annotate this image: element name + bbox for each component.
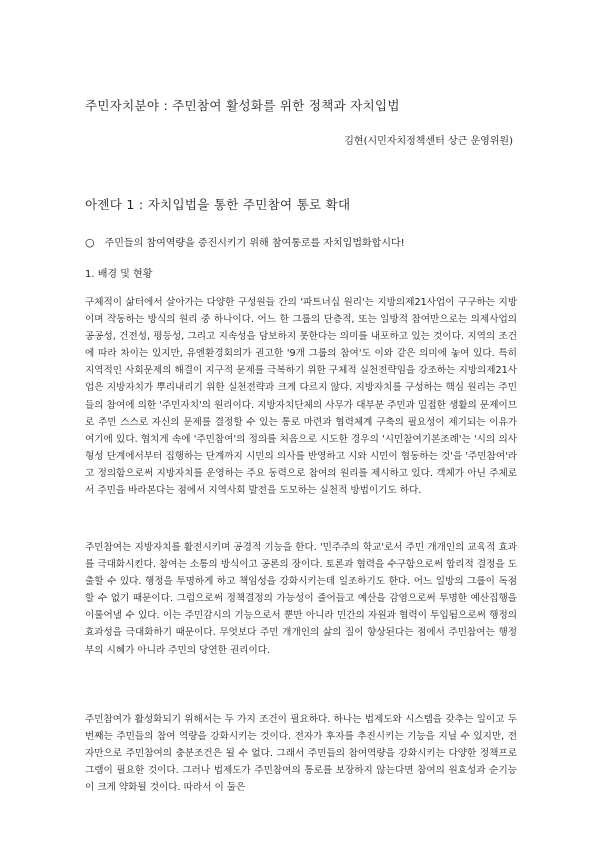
paragraph-3: 주민참여가 활성화되기 위해서는 두 가지 조건이 필요하다. 하나는 법제도와 시스템을 갖추는 일이고 두 번째는 주민들의 참여 역량을 강화시키는 것이다. 전자가 후자를 추진시키는 기능을 지닐 수 있지만, 전자만으로 주민참여의 충분조건은 될 수 없다. 그래서 주민들의 참여역량을 강화시키는 다양한 정책프로그램이 필요한 것이다. 그러나 법제도가 주민참여의 통로를 보장하지 않는다면 참여의 원효성과 순기능이 크게 약화될 것이다. 따라서 이 둘은 [85,714,517,794]
circle-bullet-icon: ○ [85,236,95,249]
section-heading: 1. 배경 및 현황 [85,269,153,280]
bullet-text: 주민들의 참여역량을 증진시키기 위해 참여통로를 자치입법화합시다! [104,238,405,249]
author-line: 김현(시민자치정책센터 상근 운영위원) [344,136,513,147]
bullet-point [85,234,405,249]
document-title: 주민자치분야 : 주민참여 활성화를 위한 정책과 자치입법 [85,98,400,113]
paragraph-2: 주민참여는 지방자치를 활전시키며 공경적 기능을 한다. '민주주의 학교'로서 주민 개개인의 교육적 효과를 극대화시킨다. 참여는 소통의 방식이고 공론의 장이다. 토론과 협력을 수구함으로써 합리적 결정을 도출할 수 있다. 행정을 투명하게 하고 책임성을 강화시키는데 일조하기도 한다. 어느 일방의 그룹이 독점할 수 없기 때문이다. 그럼으로써 정책결정의 가능성이 줄어들고 예산을 감염으로써 투명한 예산집행을 이룰어낼 수 있다. 이는 주민감시의 기능으로서 뿐만 아니라 민간의 자원과 협력이 투입됨으로써 행정의 효과성을 극대화하기 때문이다. 무엇보다 주민 개개인의 삶의 질이 향상된다는 점에서 주민참여는 행정부의 시혜가 아니라 주민의 당연한 권리이다. [85,542,517,656]
agenda-title: 아젠다 1 : 자치입법을 통한 주민참여 통로 확대 [85,197,351,212]
paragraph-1: 구체적이 삶터에서 살아가는 다양한 구성원들 간의 '파트너십 원리'는 지방의제21사업이 구구하는 지방이며 작동하는 방식의 원리 중 하나이다. 어느 한 그룹의 단층적, 또는 일방적 참여만으로는 의제사업의 공공성, 건전성, 평등성, 그리고 지속성을 담보하지 못한다는 의미를 내포하고 있는 것이다. 지역의 조건에 따라 차이는 있지만, 유엔환경회의가 권고한 '9개 그룹의 참여'도 이와 같은 의미에 놓여 있다. 특히 지역적인 사회문제의 해결이 지구적 문제를 극복하기 위한 구체적 실천전략임을 강조하는 지방의제21사업은 지방자치가 뿌리내리기 위한 실천전략과 크게 다르지 않다. 지방자치를 구성하는 핵심 원리는 주민들의 참여에 의한 '주민자치'의 원리이다. 지방자치단체의 사무가 대부분 주민과 밀접한 생활의 문제이므로 주민 스스로 자신의 문제를 결정할 수 있는 통로 마련과 협력체계 구축의 필요성이 제기되는 이유가 여기에 있다. 협치게 속에 '주민참여'의 정의를 처음으로 시도한 경우의 '시민참여기본조례'는 '시의 의사형성 단계에서부터 집행하는 단계까지 시민의 의사를 반영하고 시와 시민이 협동하는 것'을 '주민참여'라고 정의함으로써 지방자치를 운영하는 주요 동력으로 참여의 원리를 제시하고 있다. 객체가 아닌 주체로서 주민을 바라본다는 점에서 지역사회 발전을 도모하는 실천적 방법이기도 하다. [85,297,517,497]
